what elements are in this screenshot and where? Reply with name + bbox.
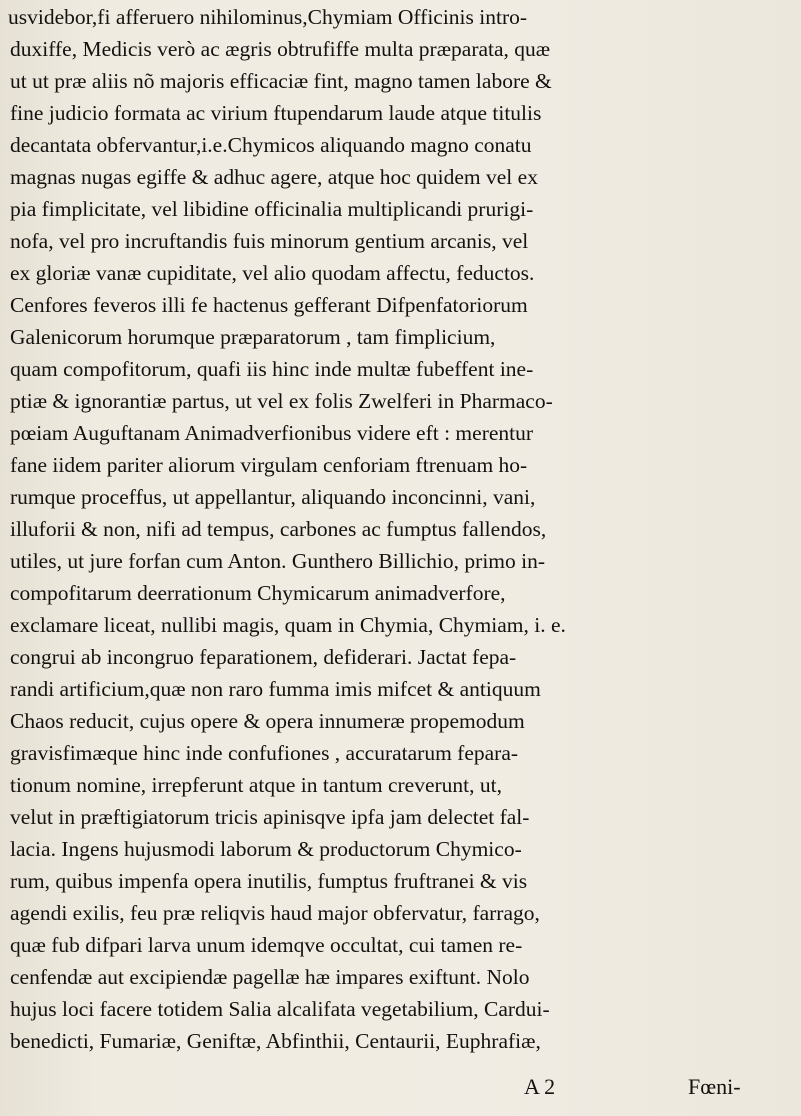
signature-mark: A 2 [524,1074,556,1099]
text-line: agendi exilis, feu præ reliqvis haud major obfervatur, farrago, [10,901,540,925]
catchword: Fœni- [688,1074,741,1099]
text-line: hujus loci facere totidem Salia alcalifata vegetabilium, Cardui- [10,997,550,1021]
text-line: Chaos reducit, cujus opere & opera innumeræ propemodum [10,709,525,733]
text-line: tionum nomine, irrepferunt atque in tantum creverunt, ut, [10,773,502,797]
text-line: congrui ab incongruo feparationem, defiderari. Jactat fepa- [10,645,517,669]
text-line: ex gloriæ vanæ cupiditate, vel alio quodam affectu, feductos. [10,261,535,285]
text-line: lacia. Ingens hujusmodi laborum & productorum Chymico- [10,837,522,861]
text-line: ut ut præ aliis nõ majoris efficaciæ fint, magno tamen labore & [10,69,552,93]
text-line: compofitarum deerrationum Chymicarum animadverfore, [10,581,506,605]
text-line: quam compofitorum, quafi iis hinc inde multæ fubeffent ine- [10,357,534,381]
text-line: randi artificium,quæ non raro fumma imis mifcet & antiquum [10,677,541,701]
text-line: rumque proceffus, ut appellantur, aliquando inconcinni, vani, [10,485,536,509]
text-line: Galenicorum horumque præparatorum , tam fimplicium, [10,325,496,349]
text-line: duxiffe, Medicis verò ac ægris obtrufiffe multa præparata, quæ [10,37,551,61]
text-line: Cenfores feveros illi fe hactenus gefferant Difpenfatoriorum [10,293,528,317]
text-line: nofa, vel pro incruftandis fuis minorum gentium arcanis, vel [10,229,529,253]
text-line: velut in præftigiatorum tricis apinisqve ipfa jam delectet fal- [10,805,530,829]
text-line: usvidebor,fi afferuero nihilominus,Chymiam Officinis intro- [8,5,528,29]
text-line: utiles, ut jure forfan cum Anton. Gunthero Billichio, primo in- [10,549,546,573]
text-line: rum, quibus impenfa opera inutilis, fumptus fruftranei & vis [10,869,528,893]
text-line: ptiæ & ignorantiæ partus, ut vel ex folis Zwelferi in Pharmaco- [10,389,553,413]
text-line: magnas nugas egiffe & adhuc agere, atque hoc quidem vel ex [10,165,538,189]
text-line: benedicti, Fumariæ, Geniftæ, Abfinthii, Centaurii, Euphrafiæ, [10,1029,541,1053]
text-line: exclamare liceat, nullibi magis, quam in Chymia, Chymiam, i. e. [10,613,566,637]
text-line: cenfendæ aut excipiendæ pagellæ hæ impares exiftunt. Nolo [10,965,530,989]
text-line: illuforii & non, nifi ad tempus, carbones ac fumptus fallendos, [10,517,547,541]
text-line: gravisfimæque hinc inde confufiones , accuratarum fepara- [10,741,519,765]
text-line: pœiam Auguftanam Animadverfionibus videre eft : merentur [10,421,534,445]
text-line: fine judicio formata ac virium ftupendarum laude atque titulis [10,101,542,125]
text-line: fane iidem pariter aliorum virgulam cenforiam ftrenuam ho- [10,453,528,477]
text-line: quæ fub difpari larva unum idemqve occultat, cui tamen re- [10,933,523,957]
text-line: decantata obfervantur,i.e.Chymicos aliquando magno conatu [10,133,532,157]
text-line: pia fimplicitate, vel libidine officinalia multiplicandi prurigi- [10,197,534,221]
